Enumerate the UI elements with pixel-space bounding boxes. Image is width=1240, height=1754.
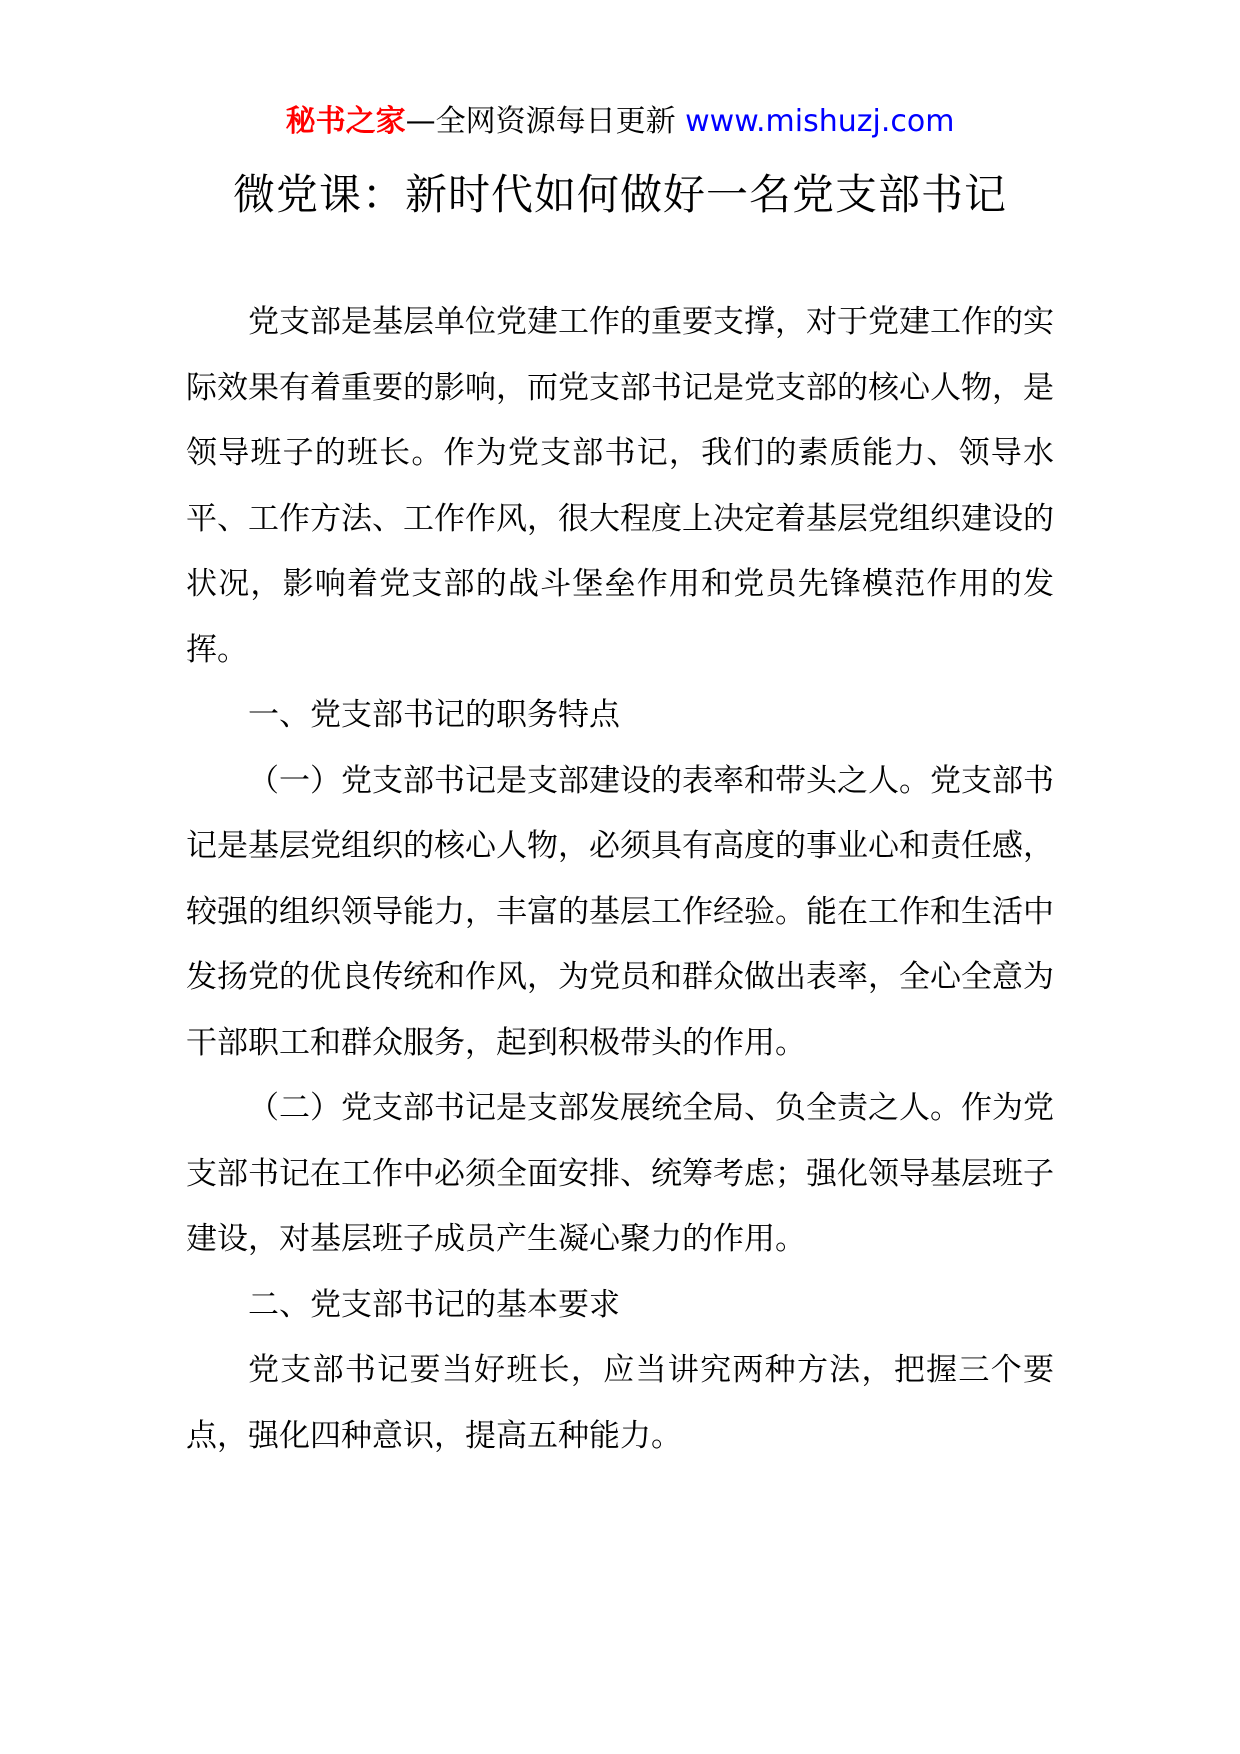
section-heading-2: 二、党支部书记的基本要求 — [248, 1286, 620, 1323]
subsection-paragraph-2: （二）党支部书记是支部发展统全局、负全责之人。作为党支部书记在工作中必须全面安排、统筹考虑；强化领导基层班子建设，对基层班子成员产生凝心聚力的作用。 — [186, 1090, 1054, 1257]
section-heading-1: 一、党支部书记的职务特点 — [248, 697, 620, 733]
intro-paragraph: 党支部是基层单位党建工作的重要支撑，对于党建工作的实际效果有着重要的影响，而党支部书记是党支部的核心人物，是领导班子的班长。作为党支部书记，我们的素质能力、领导水平、工作方法、工作作风，很大程度上决定着基层党组织建设的状况，影响着党支部的战斗堡垒作用和党员先锋模范作用的发挥。 — [186, 304, 1054, 668]
site-header — [0, 102, 1240, 142]
site-url-link[interactable]: www.mishuzj.com — [685, 104, 955, 139]
site-slogan: —全网资源每日更新 — [405, 104, 676, 139]
document-title: 微党课：新时代如何做好一名党支部书记 — [232, 170, 1007, 219]
requirements-paragraph: 党支部书记要当好班长，应当讲究两种方法，把握三个要点，强化四种意识，提高五种能力。 — [186, 1352, 1054, 1454]
subsection-paragraph-1: （一）党支部书记是支部建设的表率和带头之人。党支部书记是基层党组织的核心人物，必须具有高度的事业心和责任感，较强的组织领导能力，丰富的基层工作经验。能在工作和生活中发扬党的优良传统和作风，为党员和群众做出表率，全心全意为干部职工和群众服务，起到积极带头的作用。 — [186, 762, 1054, 1061]
site-name: 秘书之家 — [285, 104, 406, 139]
document-body — [186, 290, 1054, 1469]
